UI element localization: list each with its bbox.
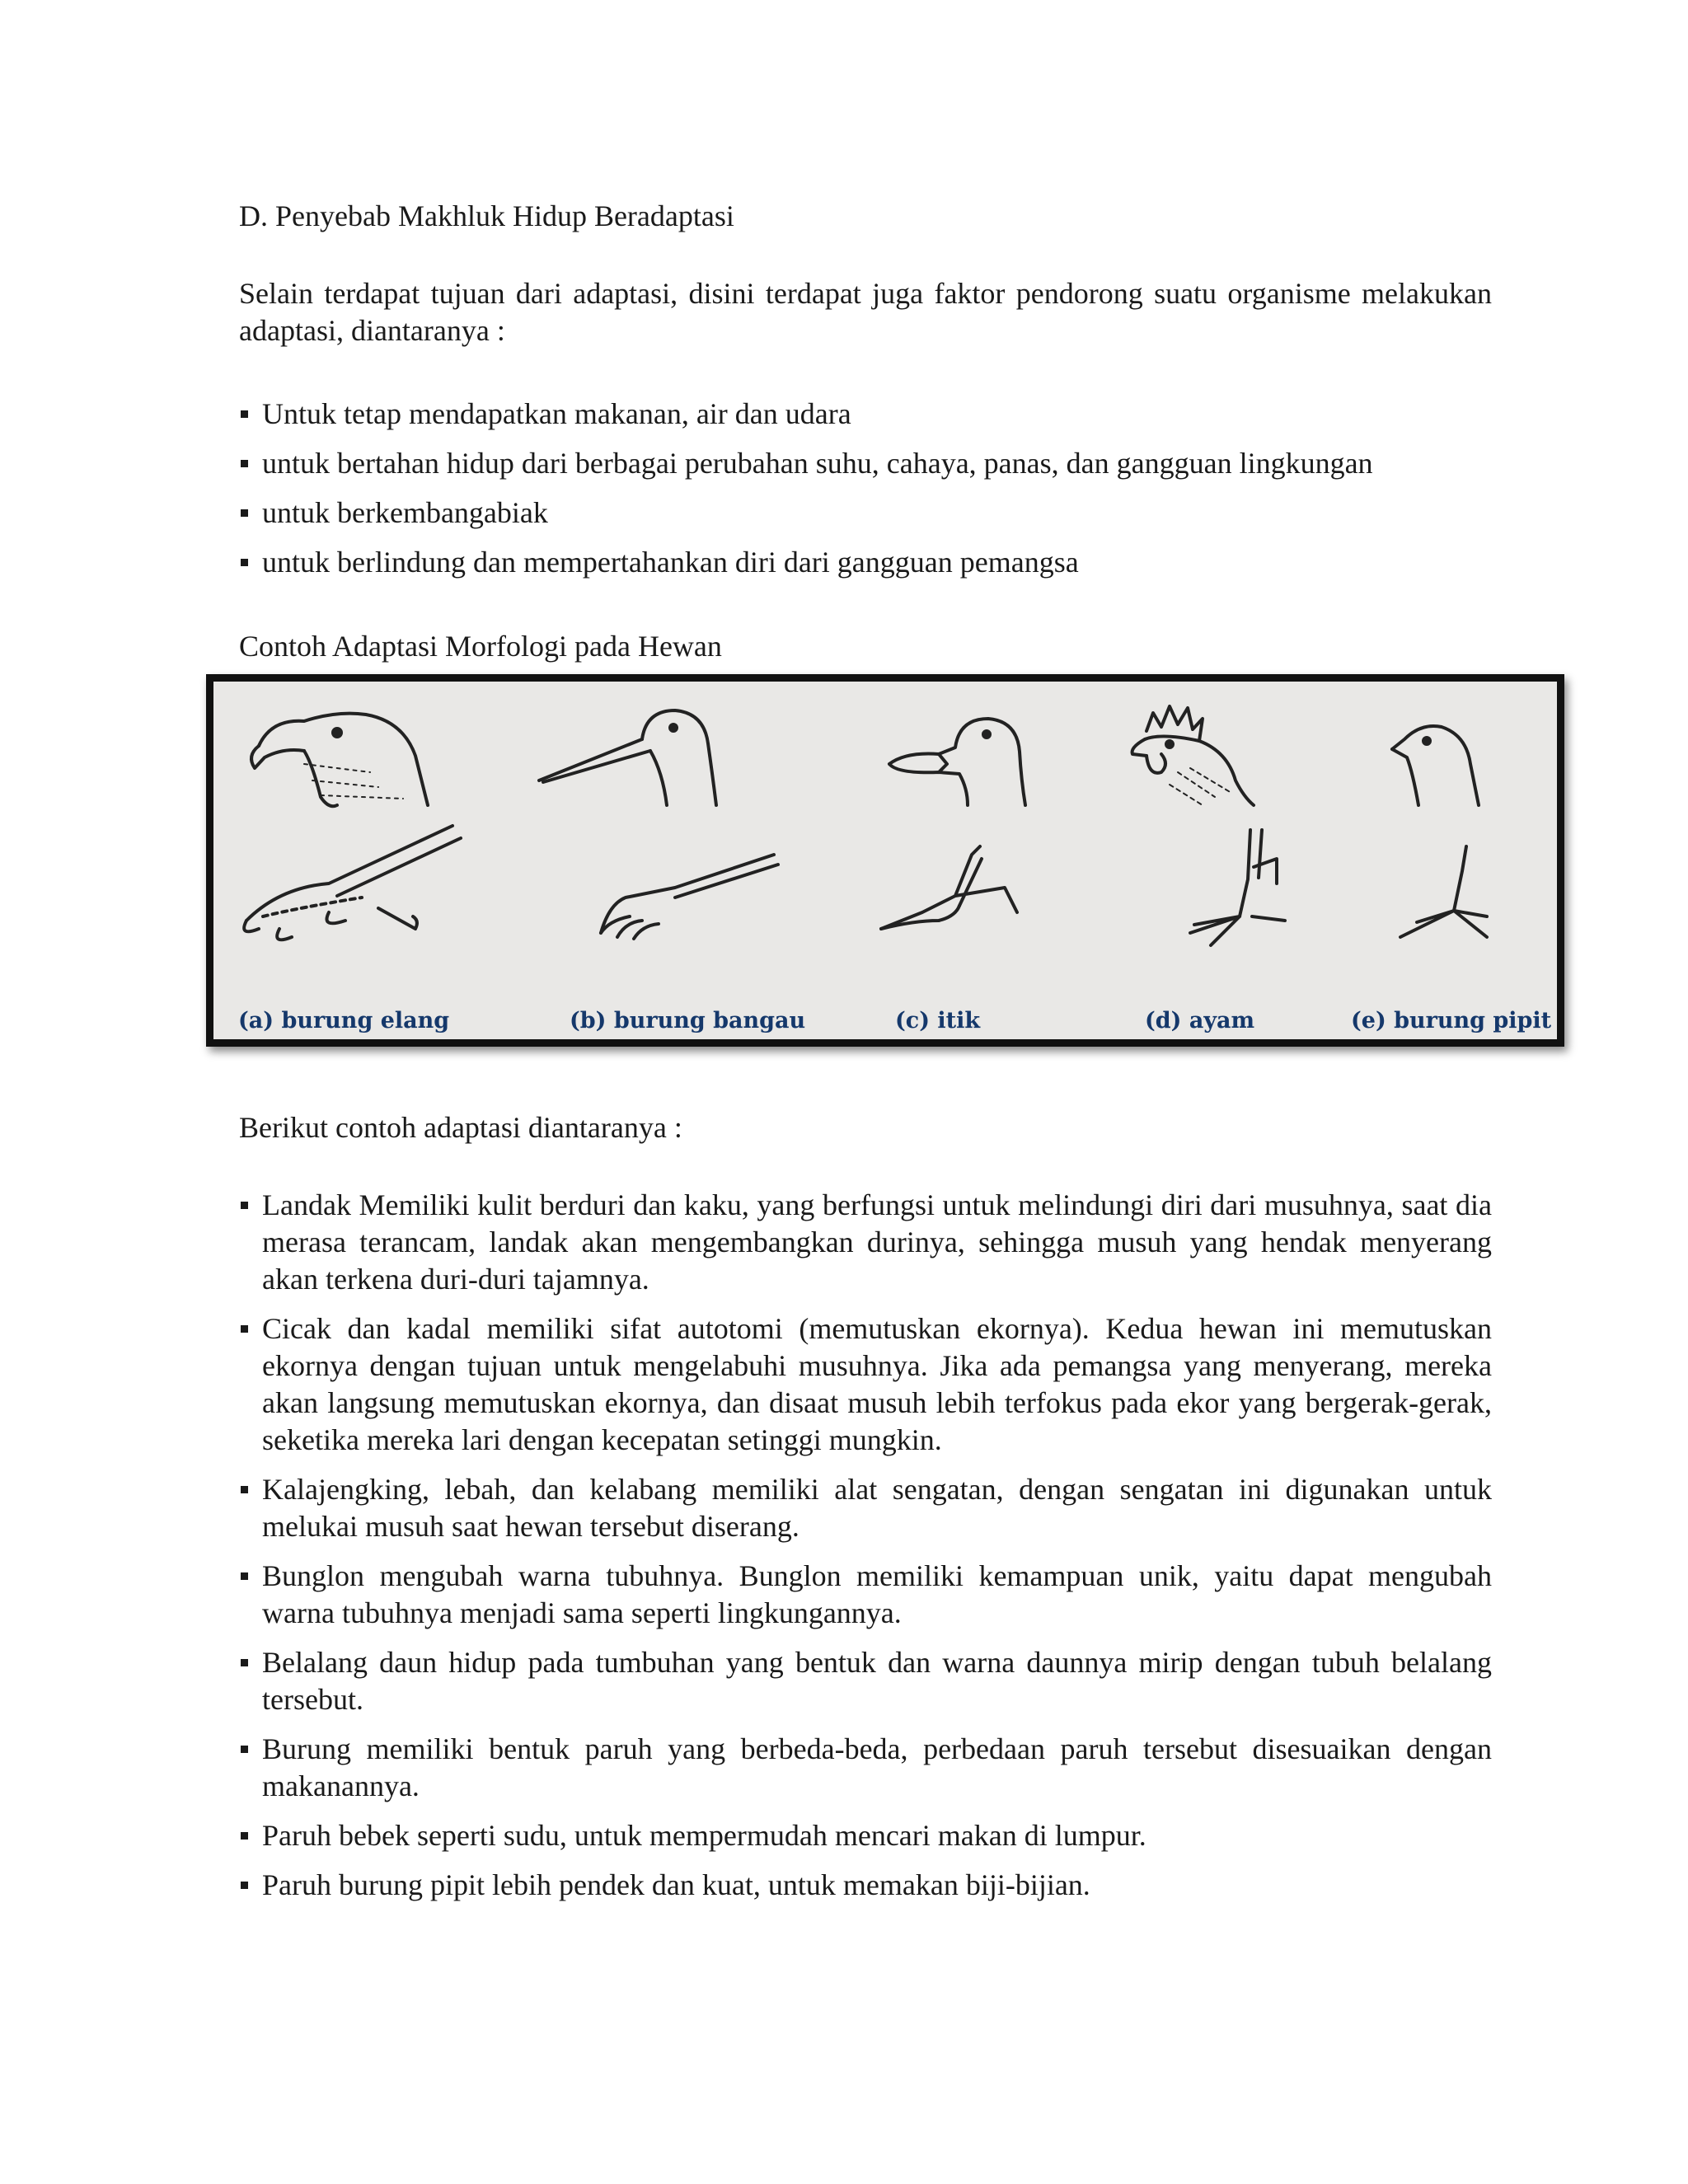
list-item: Landak Memiliki kulit berduri dan kaku, yang berfungsi untuk melindungi diri dari musuhnya, saat dia merasa terancam, landak akan mengembangkan durinya, sehingga musuh yang hendak menyerang akan terkena duri-duri tajamnya.: [239, 1187, 1492, 1298]
list-item: Bunglon mengubah warna tubuhnya. Bunglon memiliki kemampuan unik, yaitu dapat mengubah warna tubuhnya menjadi sama seperti lingkungannya.: [239, 1558, 1492, 1632]
list-item: Burung memiliki bentuk paruh yang berbeda-beda, perbedaan paruh tersebut disesuaikan dengan makanannya.: [239, 1731, 1492, 1805]
list-item: Untuk tetap mendapatkan makanan, air dan udara: [239, 396, 1492, 433]
figure-label-sparrow: (e) burung pipit: [1351, 1008, 1552, 1033]
examples-intro: Berikut contoh adaptasi diantaranya :: [239, 1111, 682, 1144]
list-item: untuk berkembangabiak: [239, 494, 1492, 532]
stork-foot-icon: [601, 855, 778, 939]
figure-label-duck: (c) itik: [895, 1008, 981, 1033]
chicken-foot-icon: [1190, 830, 1285, 945]
figure-label-stork: (b) burung bangau: [570, 1008, 806, 1033]
list-item: Belalang daun hidup pada tumbuhan yang bentuk dan warna daunnya mirip dengan tubuh belalang tersebut.: [239, 1644, 1492, 1718]
figure-label-eagle: (a) burung elang: [238, 1008, 450, 1033]
figure-label-chicken: (d) ayam: [1145, 1008, 1255, 1033]
rooster-head-icon: [1132, 706, 1254, 805]
figure-caption: Contoh Adaptasi Morfologi pada Hewan: [239, 630, 722, 663]
list-item: untuk bertahan hidup dari berbagai perubahan suhu, cahaya, panas, dan gangguan lingkungan: [239, 445, 1492, 482]
stork-head-icon: [539, 710, 716, 805]
reasons-list: [239, 396, 1492, 593]
list-item: Paruh burung pipit lebih pendek dan kuat, untuk memakan biji-bijian.: [239, 1867, 1492, 1904]
list-item: Cicak dan kadal memiliki sifat autotomi (memutuskan ekornya). Kedua hewan ini memutuskan ekornya dengan tujuan untuk mengelabuhi musuhnya. Jika ada pemangsa yang menyerang, mereka akan langsung memutuskan ekornya, dan disaat musuh lebih terfokus pada ekor yang bergerak-gerak, seketika mereka lari dengan kecepatan setinggi mungkin.: [239, 1310, 1492, 1459]
list-item: Paruh bebek seperti sudu, untuk mempermudah mencari makan di lumpur.: [239, 1817, 1492, 1854]
sparrow-head-icon: [1392, 726, 1479, 805]
duck-foot-icon: [881, 846, 1017, 929]
section-heading: D. Penyebab Makhluk Hidup Beradaptasi: [239, 199, 734, 232]
bird-illustrations: [213, 682, 1557, 1039]
list-item: untuk berlindung dan mempertahankan diri dari gangguan pemangsa: [239, 544, 1492, 581]
examples-list: [239, 1187, 1492, 1916]
sparrow-foot-icon: [1400, 846, 1487, 937]
intro-paragraph: Selain terdapat tujuan dari adaptasi, disini terdapat juga faktor pendorong suatu organisme melakukan adaptasi, diantaranya :: [239, 277, 1492, 347]
eagle-head-icon: [251, 714, 428, 807]
duck-head-icon: [889, 719, 1025, 805]
bird-adaptation-figure: [206, 674, 1564, 1047]
eagle-foot-icon: [244, 826, 461, 940]
list-item: Kalajengking, lebah, dan kelabang memiliki alat sengatan, dengan sengatan ini digunakan untuk melukai musuh saat hewan tersebut diserang.: [239, 1471, 1492, 1545]
